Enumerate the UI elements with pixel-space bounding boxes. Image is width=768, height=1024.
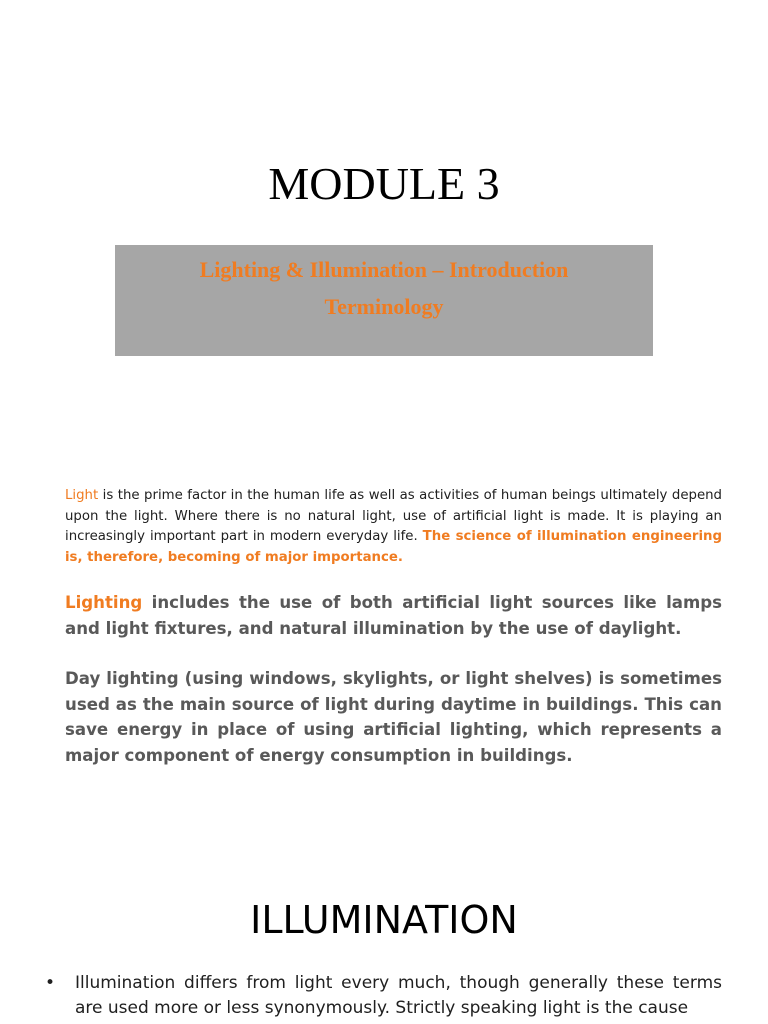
subtitle-line-2: Terminology xyxy=(324,294,444,319)
subtitle-line-1: Lighting & Illumination – Introduction xyxy=(199,257,569,282)
intro-paragraph xyxy=(65,486,722,568)
lighting-paragraph xyxy=(65,590,722,641)
lighting-lead-word: Lighting xyxy=(65,593,143,612)
illumination-heading: ILLUMINATION xyxy=(250,898,518,942)
subtitle-box xyxy=(115,245,653,356)
bullet-list-item xyxy=(45,971,722,1021)
bullet-icon: • xyxy=(45,973,56,993)
intro-highlight-text: The science of illumination engineering is, therefore, becoming of major importance. xyxy=(65,529,723,565)
daylighting-paragraph: Day lighting (using windows, skylights, or light shelves) is sometimes used as the main source of light during daytime in buildings. This can save energy in place of using artificial lighting, which represents a major component of energy consumption in buildings. xyxy=(65,669,722,765)
bullet-text: Illumination differs from light every much, though generally these terms are used more or less synonymously. Strictly speaking light is the cause xyxy=(75,973,722,1018)
lighting-body-text: includes the use of both artificial light sources like lamps and light fixtures, and natural illumination by the use of daylight. xyxy=(65,593,722,638)
intro-body-text: is the prime factor in the human life as well as activities of human beings ultimately depend upon the light. Where there is no natural light, use of artificial light is made. It is playing an increasingly important part in modern everyday life. xyxy=(65,488,722,544)
module-title: MODULE 3 xyxy=(268,158,500,209)
intro-lead-word: Light xyxy=(65,488,99,503)
